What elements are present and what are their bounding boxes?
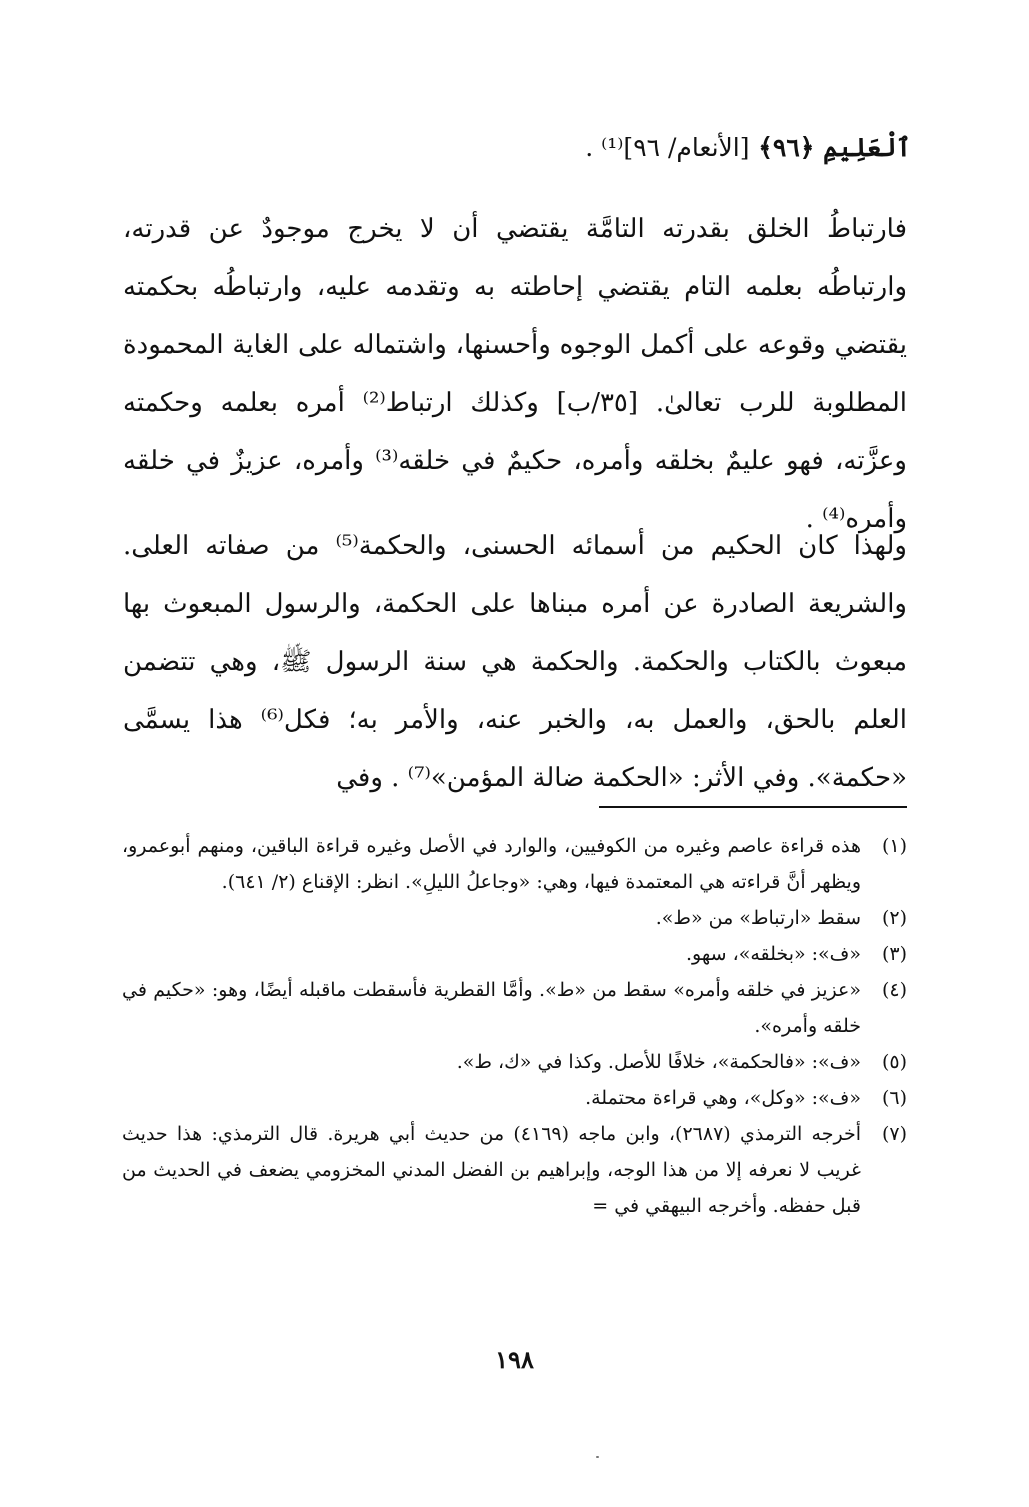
footnote-text: «ف»: «فالحكمة»، خلافًا للأصل. وكذا في «ك، ط». bbox=[456, 1051, 861, 1073]
footnote-2 bbox=[122, 900, 907, 936]
footnote-number: (١) bbox=[881, 835, 907, 857]
footnote-number: (٥) bbox=[881, 1051, 907, 1073]
footnote-number: (٤) bbox=[881, 979, 907, 1001]
footnote-6 bbox=[122, 1080, 907, 1116]
quran-verse-ending bbox=[111, 128, 911, 168]
body-paragraph-2: ولهذا كان الحكيم من أسمائه الحسنى، والحكمة⁽⁵⁾ من صفاته العلى. والشريعة الصادرة عن أمره مبناها على الحكمة، والرسول المبعوث بها مبعوث بالكتاب والحكمة. والحكمة هي سنة الرسول ﷺ، وهي تتضمن العلم بالحق، والعمل به، والخبر عنه، والأمر به؛ فكل⁽⁶⁾ هذا يسمَّى «حكمة». وفي الأثر: «الحكمة ضالة المؤمن»⁽⁷⁾ . وفي bbox=[123, 531, 907, 793]
footnotes bbox=[122, 828, 907, 1224]
verse-text: ٱلْعَلِيمِ ﴿٩٦﴾ bbox=[758, 133, 911, 162]
footnote-text: «ف»: «بخلقه»، سهو. bbox=[686, 943, 861, 965]
footnote-text: «عزيز في خلقه وأمره» سقط من «ط». وأمَّا القطرية فأسقطت ماقبله أيضًا، وهو: «حكيم في خلقه وأمره». bbox=[122, 979, 861, 1037]
footnote-1 bbox=[122, 828, 907, 900]
footnote-text: أخرجه الترمذي (٢٦٨٧)، وابن ماجه (٤١٦٩) من حديث أبي هريرة. قال الترمذي: هذا حديث غريب لا نعرفه إلا من هذا الوجه، وإبراهيم بن الفضل المدني المخزومي يضعف في الحديث من قبل حفظه. وأخرجه البيهقي في = bbox=[122, 1123, 861, 1217]
footnote-number: (٣) bbox=[881, 943, 907, 965]
footnote-7 bbox=[122, 1116, 907, 1224]
footnote-separator bbox=[599, 806, 907, 808]
scan-speck bbox=[596, 1456, 599, 1458]
footnote-5 bbox=[122, 1044, 907, 1080]
footnote-number: (٢) bbox=[881, 907, 907, 929]
footnote-4 bbox=[122, 972, 907, 1044]
footnote-text: هذه قراءة عاصم وغيره من الكوفيين، والوارد في الأصل وغيره قراءة الباقين، ومنهم أبوعمرو، ويظهر أنَّ قراءته هي المعتمدة فيها، وهي: «وجاعلُ الليلِ». انظر: الإقناع (٢/ ٦٤١). bbox=[122, 835, 861, 893]
footnote-3 bbox=[122, 936, 907, 972]
footnote-number: (٦) bbox=[881, 1087, 907, 1109]
verse-reference: [الأنعام/ ٩٦]⁽¹⁾ . bbox=[585, 133, 750, 162]
page-number: ١٩٨ bbox=[495, 1345, 534, 1374]
footnote-text: «ف»: «وكل»، وهي قراءة محتملة. bbox=[585, 1087, 861, 1109]
footnote-number: (٧) bbox=[881, 1123, 907, 1145]
footnote-text: سقط «ارتباط» من «ط». bbox=[655, 907, 861, 929]
body-paragraph-1: فارتباطُ الخلق بقدرته التامَّة يقتضي أن لا يخرج موجودٌ عن قدرته، وارتباطُه بعلمه التام يقتضي إحاطته به وتقدمه عليه، وارتباطُه بحكمته يقتضي وقوعه على أكمل الوجوه وأحسنها، واشتماله على الغاية المحمودة المطلوبة للرب تعالىٰ. [٣٥/ب] وكذلك ارتباط⁽²⁾ أمره بعلمه وحكمته وعزَّته، فهو عليمٌ بخلقه وأمره، حكيمٌ في خلقه⁽³⁾ وأمره، عزيزٌ في خلقه وأمره⁽⁴⁾ . bbox=[123, 214, 907, 534]
